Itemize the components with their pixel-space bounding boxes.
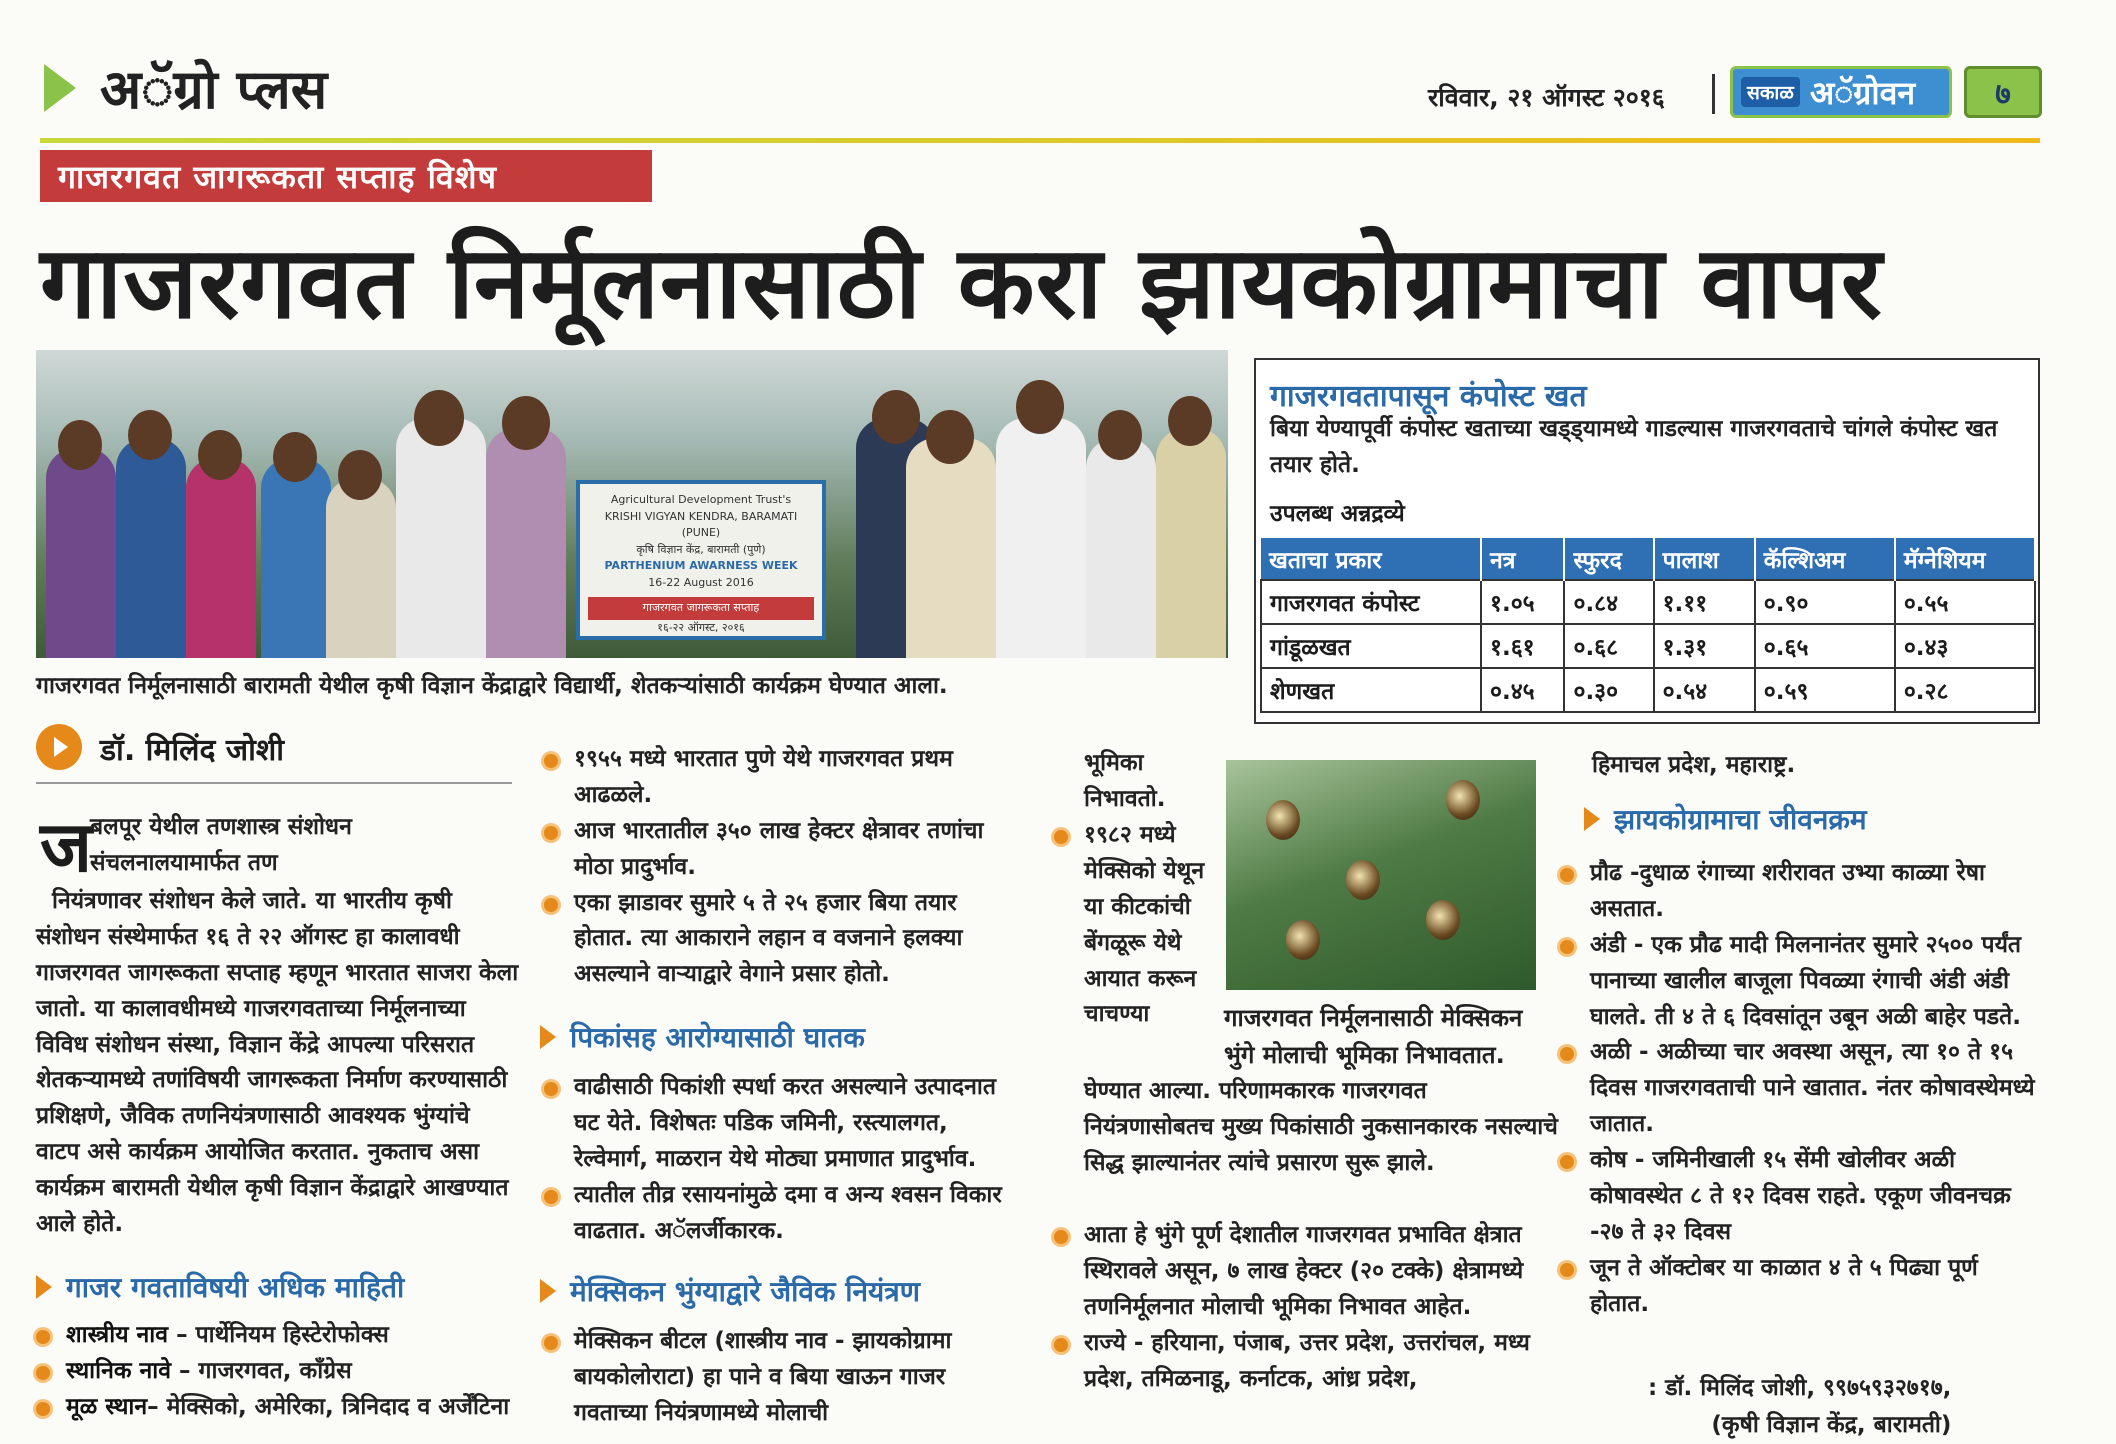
- table-cell: ०.५९: [1755, 668, 1895, 712]
- heading-text: गाजर गवताविषयी अधिक माहिती: [66, 1271, 405, 1304]
- item-key: स्थानिक नावे: [66, 1357, 172, 1384]
- author-credit: [1648, 1370, 1951, 1444]
- box-title: गाजरगवतापासून कंपोस्ट खत: [1270, 379, 1587, 414]
- table-cell: ०.३०: [1564, 668, 1653, 712]
- byline-divider: [36, 782, 512, 784]
- credit-line: : डॉ. मिलिंद जोशी, ९९७५९३२७१७,: [1648, 1375, 1952, 1401]
- lifecycle-list: [1554, 856, 2038, 1322]
- list-item: प्रौढ -दुधाळ रंगाच्या शरीरावत उभ्या काळ्या रेषा असतात.: [1554, 856, 2038, 928]
- table-cell: ०.६५: [1755, 624, 1895, 668]
- table-cell: ०.८४: [1564, 580, 1653, 624]
- list-item: १९८२ मध्ये मेक्सिको येथून या कीटकांची बेंगळूरू येथे आयात करून चाचण्या: [1048, 818, 1218, 1033]
- list-item: आता हे भुंगे पूर्ण देशातील गाजरगवत प्रभावित क्षेत्रात स्थिरावले असून, ७ लाख हेक्टर (२० टक्के) क्षेत्रामध्ये तणनिर्मूलनात मोलाची भूमिका निभावत आहेत.: [1048, 1218, 1548, 1326]
- intro-line-2: संचलनालयामार्फत तण: [90, 850, 278, 876]
- beetle-image-caption: गाजरगवत निर्मूलनासाठी मेक्सिकन भुंगे मोलाची भूमिका निभावतात.: [1224, 1004, 1523, 1070]
- bio-control-heading: [540, 1272, 920, 1310]
- facts-list: [538, 742, 1008, 993]
- column-header: नत्र: [1481, 538, 1564, 580]
- bio-control-list: [538, 1324, 1008, 1432]
- col3-body-text: घेण्यात आल्या. परिणामकारक गाजरगवत नियंत्रणासोबतच मुख्य पिकांसाठी नुकसानकारक नसल्याचे सिद्ध झाल्यानंतर त्यांचे प्रसारण सुरू झाले.: [1084, 1078, 1558, 1176]
- import-list: [1048, 818, 1218, 1033]
- photo-banner-line: Agricultural Development Trust's: [610, 493, 792, 506]
- list-item: राज्ये - हरियाना, पंजाब, उत्तर प्रदेश, उत्तरांचल, मध्य प्रदेश, तमिळनाडू, कर्नाटक, आंध्र प्रदेश,: [1048, 1326, 1548, 1398]
- list-item: अंडी - एक प्रौढ मादी मिलनानंतर सुमारे २५०० पर्यंत पानाच्या खालील बाजूला पिवळ्या रंगाची अंडी अंडी घालते. ती ४ ते ६ दिवसांतून उबून अळी बाहेर पडते.: [1554, 928, 2038, 1036]
- list-item: वाढीसाठी पिकांशी स्पर्धा करत असल्याने उत्पादनात घट येते. विशेषतः पडिक जमिनी, रस्त्यालगत, रेल्वेमार्ग, माळरान येथे मोठ्या प्रमाणात प्रादुर्भाव.: [538, 1070, 1008, 1178]
- special-banner: गाजरगवत जागरूकता सप्ताह विशेष: [40, 150, 652, 202]
- header-divider: [1712, 74, 1715, 114]
- list-item: आज भारतातील ३५० लाख हेक्टर क्षेत्रावर तणांचा मोठा प्रादुर्भाव.: [538, 814, 1008, 886]
- byline-play-icon: [36, 724, 82, 770]
- table-cell: १.३१: [1654, 624, 1755, 668]
- heading-arrow-icon: [1584, 807, 1600, 831]
- list-item: एका झाडावर सुमारे ५ ते २५ हजार बिया तयार होतात. त्या आकाराने लहान व वजनाने हलक्या असल्याने वाऱ्याद्वारे वेगाने प्रसार होतो.: [538, 886, 1008, 994]
- newspaper-brand-logo: [1730, 66, 1952, 118]
- heading-arrow-icon: [36, 1275, 52, 1299]
- column-header: पालाश: [1654, 538, 1755, 580]
- credit-line: (कृषी विज्ञान केंद्र, बारामती): [1711, 1411, 1952, 1438]
- more-info-list: [30, 1318, 530, 1426]
- awareness-week-banner: [576, 480, 826, 640]
- brand-name: अॅग्रोवन: [1809, 73, 1916, 112]
- lifecycle-heading: [1584, 800, 1867, 838]
- brand-small-label: सकाळ: [1741, 77, 1800, 107]
- col3-continued-text: भूमिका निभावतो.: [1084, 750, 1166, 812]
- section-arrow-icon: [44, 64, 76, 112]
- column-header: खताचा प्रकार: [1261, 538, 1481, 580]
- headline: गाजरगवत निर्मूलनासाठी करा झायकोग्रामाचा वापर: [40, 224, 1883, 341]
- table-cell: ०.२८: [1895, 668, 2035, 712]
- col4-top-text: हिमाचल प्रदेश, महाराष्ट्र.: [1592, 752, 1796, 778]
- photo-banner-line: १६-२२ ऑगस्ट, २०१६: [657, 620, 745, 634]
- intro-body: नियंत्रणावर संशोधन केले जाते. या भारतीय कृषी संशोधन संस्थेमार्फत १६ ते २२ ऑगस्ट हा कालावधी गाजरगवत जागरूकता सप्ताह म्हणून भारतात साजरा केला जातो. या कालावधीमध्ये गाजरगवताच्या निर्मूलनाच्या विविध संशोधन संस्था, विज्ञान केंद्रे आपल्या परिसरात शेतकऱ्यामध्ये तणांविषयी जागरूकता निर्माण करण्यासाठी प्रशिक्षणे, जैविक तणनियंत्रणासाठी आवश्यक भुंग्यांचे वाटप असे कार्यक्रम आयोजित करतात. नुकताच असा कार्यक्रम बारामती येथील कृषी विज्ञान केंद्राद्वारे आखण्यात आले होते.: [36, 888, 519, 1237]
- heading-text: झायकोग्रामाचा जीवनक्रम: [1614, 803, 1867, 836]
- mexican-beetle-photo: [1226, 760, 1536, 990]
- hazard-list: [538, 1070, 1008, 1249]
- list-item: १९५५ मध्ये भारतात पुणे येथे गाजरगवत प्रथम आढळले.: [538, 742, 1008, 814]
- table-cell: १.६१: [1481, 624, 1564, 668]
- drop-cap: ज: [40, 806, 92, 888]
- health-hazard-heading: [540, 1018, 865, 1056]
- item-key: शास्त्रीय नाव: [66, 1322, 169, 1348]
- list-item: कोष - जमिनीखाली १५ सेंमी खोलीवर अळी कोषावस्थेत ८ ते १२ दिवस राहते. एकूण जीवनचक्र -२७ ते ३२ दिवस: [1554, 1143, 2038, 1251]
- table-header-row: [1261, 538, 2035, 580]
- table-row: [1261, 624, 2035, 668]
- photo-caption: गाजरगवत निर्मूलनासाठी बारामती येथील कृषी विज्ञान केंद्राद्वारे विद्यार्थी, शेतकऱ्यांसाठी कार्यक्रम घेण्यात आला.: [36, 673, 948, 699]
- table-cell: शेणखत: [1261, 668, 1481, 712]
- table-cell: १.०५: [1481, 580, 1564, 624]
- group-photo: [36, 350, 1228, 658]
- table-cell: गाजरगवत कंपोस्ट: [1261, 580, 1481, 624]
- photo-banner-line: गाजरगवत जागरूकता सप्ताह: [588, 597, 814, 620]
- item-value: – मेक्सिको, अमेरिका, त्रिनिदाद व अर्जेंटिना: [147, 1393, 510, 1420]
- table-row: [1261, 580, 2035, 624]
- section-title: अॅग्रो प्लस: [100, 58, 328, 121]
- table-cell: ०.६८: [1564, 624, 1653, 668]
- table-cell: ०.५५: [1895, 580, 2035, 624]
- photo-banner-line: कृषि विज्ञान केंद्र, बारामती (पुणे): [636, 542, 766, 556]
- list-item: [30, 1390, 530, 1426]
- compost-info-box: [1254, 358, 2040, 724]
- table-cell: गांडूळखत: [1261, 624, 1481, 668]
- column-header: स्फुरद: [1564, 538, 1653, 580]
- photo-banner-line: 16-22 August 2016: [648, 575, 754, 589]
- item-value: – गाजरगवत, काँग्रेस: [171, 1357, 352, 1384]
- list-item: [30, 1318, 530, 1354]
- list-item: अळी - अळीच्या चार अवस्था असून, त्या १० ते १५ दिवस गाजरगवताची पाने खातात. नंतर कोषावस्थेमध्ये जातात.: [1554, 1035, 2038, 1143]
- heading-arrow-icon: [540, 1279, 556, 1303]
- list-item: त्यातील तीव्र रसायनांमुळे दमा व अन्य श्वसन विकार वाढतात. अॅलर्जीकारक.: [538, 1178, 1008, 1250]
- header-rule: [40, 138, 2040, 143]
- list-item: जून ते ऑक्टोबर या काळात ४ ते ५ पिढ्या पूर्ण होतात.: [1554, 1251, 2038, 1323]
- table-cell: १.११: [1654, 580, 1755, 624]
- table-row: [1261, 668, 2035, 712]
- more-info-heading: [36, 1268, 404, 1306]
- heading-text: मेक्सिकन भुंग्याद्वारे जैविक नियंत्रण: [570, 1275, 920, 1308]
- box-description: बिया येण्यापूर्वी कंपोस्ट खताच्या खड्ड्यामध्ये गाडल्यास गाजरगवताचे चांगले कंपोस्ट खत तयार होते.: [1270, 416, 1998, 478]
- heading-arrow-icon: [540, 1025, 556, 1049]
- heading-text: पिकांसह आरोग्यासाठी घातक: [570, 1021, 865, 1054]
- list-item: [30, 1354, 530, 1390]
- author-byline: डॉ. मिलिंद जोशी: [100, 733, 285, 768]
- table-cell: ०.५४: [1654, 668, 1755, 712]
- table-cell: ०.९०: [1755, 580, 1895, 624]
- photo-banner-line: KRISHI VIGYAN KENDRA, BARAMATI (PUNE): [604, 509, 798, 539]
- page-number: ७: [1964, 66, 2042, 118]
- table-cell: ०.४३: [1895, 624, 2035, 668]
- box-subtitle: उपलब्ध अन्नद्रव्ये: [1270, 501, 1405, 527]
- column-header: मॅग्नेशियम: [1895, 538, 2035, 580]
- list-item: मेक्सिकन बीटल (शास्त्रीय नाव - झायकोग्रामा बायकोलोराटा) हा पाने व बिया खाऊन गाजर गवताच्या नियंत्रणामध्ये मोलाची: [538, 1324, 1008, 1432]
- item-value: – पार्थेनियम हिस्टेरोफोक्स: [168, 1322, 389, 1348]
- intro-line-1: बलपूर येथील तणशास्त्र संशोधन: [90, 814, 352, 840]
- column-header: कॅल्शिअम: [1755, 538, 1895, 580]
- spread-list: [1048, 1218, 1548, 1397]
- nutrient-table: [1260, 538, 2036, 713]
- issue-date: रविवार, २१ ऑगस्ट २०१६: [1428, 83, 1665, 112]
- table-cell: ०.४५: [1481, 668, 1564, 712]
- photo-banner-line: PARTHENIUM AWARNESS WEEK: [604, 559, 798, 572]
- item-key: मूळ स्थान: [66, 1393, 148, 1420]
